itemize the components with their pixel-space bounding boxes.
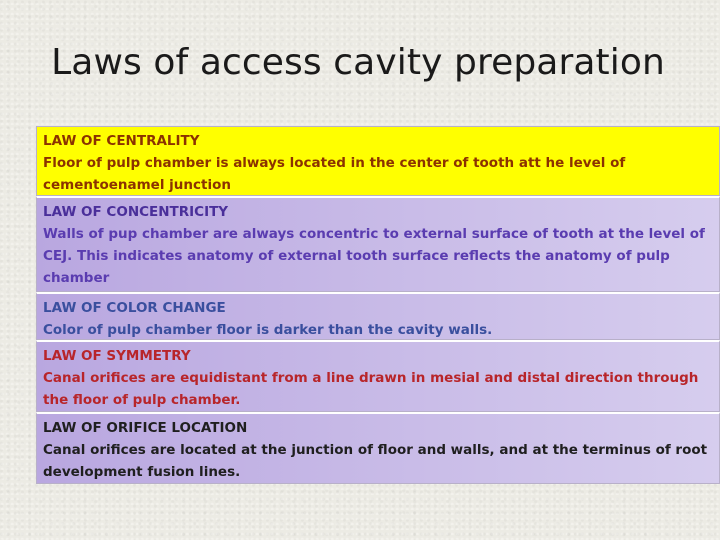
law-text: Color of pulp chamber floor is darker than the cavity walls. bbox=[43, 322, 493, 338]
slide-title: Laws of access cavity preparation bbox=[51, 42, 665, 83]
law-row-concentricity bbox=[36, 196, 720, 292]
law-row-symmetry bbox=[36, 340, 720, 412]
law-text: Floor of pulp chamber is always located in the center of tooth att he level of cementoenamel junction bbox=[43, 155, 626, 193]
law-row-color-change bbox=[36, 292, 720, 340]
law-text: Canal orifices are located at the junction of floor and walls, and at the terminus of root development fusion lines. bbox=[43, 442, 708, 480]
laws-table bbox=[36, 126, 720, 484]
law-heading: LAW OF CENTRALITY bbox=[43, 133, 200, 149]
law-heading: LAW OF COLOR CHANGE bbox=[43, 300, 226, 316]
law-heading: LAW OF SYMMETRY bbox=[43, 348, 191, 364]
law-row-centrality bbox=[36, 126, 720, 196]
law-text: Walls of pup chamber are always concentric to external surface of tooth at the level of CEJ. This indicates anatomy of external tooth surface reflects the anatomy of pulp chamber bbox=[43, 226, 705, 286]
law-heading: LAW OF ORIFICE LOCATION bbox=[43, 420, 248, 436]
law-heading: LAW OF CONCENTRICITY bbox=[43, 204, 229, 220]
law-text: Canal orifices are equidistant from a line drawn in mesial and distal direction through the floor of pulp chamber. bbox=[43, 370, 699, 408]
law-row-orifice-location bbox=[36, 412, 720, 484]
